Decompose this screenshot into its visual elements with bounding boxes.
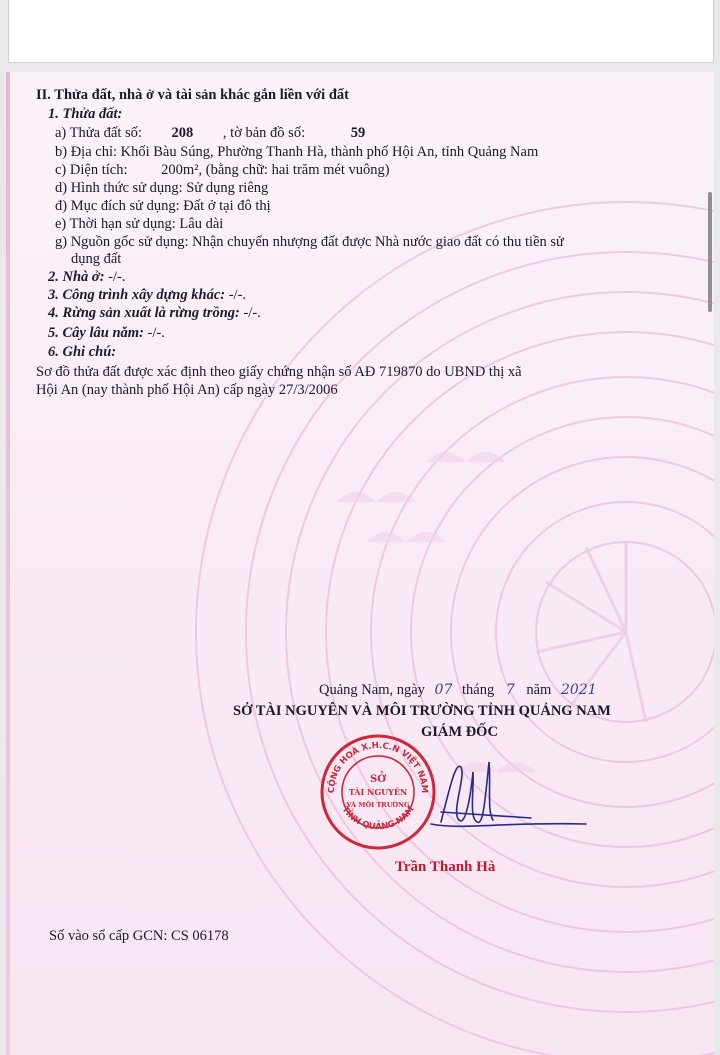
construction-value: -/-. (228, 287, 247, 303)
document-body (6, 72, 714, 1055)
signer-position: GIÁM ĐỐC (421, 724, 498, 740)
area-row (55, 161, 390, 179)
notes-line-1: Sơ đồ thửa đất được xác định theo giấy chứng nhận số AĐ 719870 do UBND thị xã (36, 364, 522, 380)
perennial-row (48, 324, 165, 342)
house-value: -/-. (108, 269, 126, 285)
stamp-ring-top: CỘNG HOÀ X.H.C.N VIỆT NAM (326, 740, 430, 794)
forest-label: 4. Rừng sản xuất là rừng trồng: (48, 305, 240, 321)
certificate-page (6, 72, 714, 1055)
registry-number: Số vào sổ cấp GCN: CS 06178 (49, 928, 229, 944)
usage-origin-cont: dụng đất (71, 251, 122, 267)
area-value: 200m², (bằng chữ: hai trăm mét vuông) (161, 162, 390, 178)
map-sheet-number: 59 (350, 125, 366, 141)
forest-value: -/-. (243, 305, 261, 321)
date-year-label: năm (526, 682, 552, 698)
address: b) Địa chỉ: Khối Bàu Súng, Phường Thanh Hà, thành phố Hội An, tỉnh Quảng Nam (55, 144, 539, 160)
notes-line-2: Hội An (nay thành phố Hội An) cấp ngày 27/3/2006 (36, 382, 338, 398)
stamp-center-3: VÀ MÔI TRƯỜNG (346, 801, 410, 809)
director-signature (411, 742, 591, 842)
area-label: c) Diện tích: (55, 162, 128, 178)
scrollbar-thumb[interactable] (708, 192, 712, 312)
usage-purpose: đ) Mục đích sử dụng: Đất ở tại đô thị (55, 198, 271, 214)
date-year: 2021 (560, 682, 597, 698)
house-label: 2. Nhà ở: (48, 269, 105, 285)
forest-row (48, 304, 261, 322)
issue-date (319, 681, 597, 699)
land-heading: 1. Thửa đất: (48, 106, 123, 122)
map-sheet-label: , tờ bản đồ số: (222, 125, 306, 141)
section-title: II. Thửa đất, nhà ở và tài sản khác gắn liền với đất (36, 87, 349, 103)
stamp-center-2: TÀI NGUYÊN (348, 787, 408, 797)
perennial-label: 5. Cây lâu năm: (48, 325, 144, 341)
parcel-number-row (55, 124, 365, 142)
house-row (48, 268, 125, 286)
notes-label: 6. Ghi chú: (48, 344, 117, 360)
usage-term: e) Thời hạn sử dụng: Lâu dài (55, 216, 224, 232)
date-month: 7 (505, 682, 515, 698)
date-prefix: Quảng Nam, ngày (319, 682, 425, 698)
parcel-number: 208 (171, 125, 194, 141)
signer-name: Trần Thanh Hà (395, 859, 496, 875)
stamp-center-1: SỞ (370, 774, 386, 785)
construction-label: 3. Công trình xây dựng khác: (48, 287, 226, 303)
stamp-ring-bottom: TỈNH QUẢNG NAM (339, 804, 417, 833)
previous-page-edge (8, 0, 714, 63)
usage-origin: g) Nguồn gốc sử dụng: Nhận chuyển nhượng đất được Nhà nước giao đất có thu tiền sử (55, 234, 564, 250)
perennial-value: -/-. (147, 325, 165, 341)
issuing-authority: SỞ TÀI NGUYÊN VÀ MÔI TRƯỜNG TỈNH QUẢNG NAM (233, 703, 611, 719)
usage-form: d) Hình thức sử dụng: Sử dụng riêng (55, 180, 269, 196)
construction-row (48, 286, 246, 304)
date-day: 07 (434, 682, 453, 698)
parcel-number-label: a) Thửa đất số: (55, 125, 142, 141)
date-month-label: tháng (461, 682, 495, 698)
